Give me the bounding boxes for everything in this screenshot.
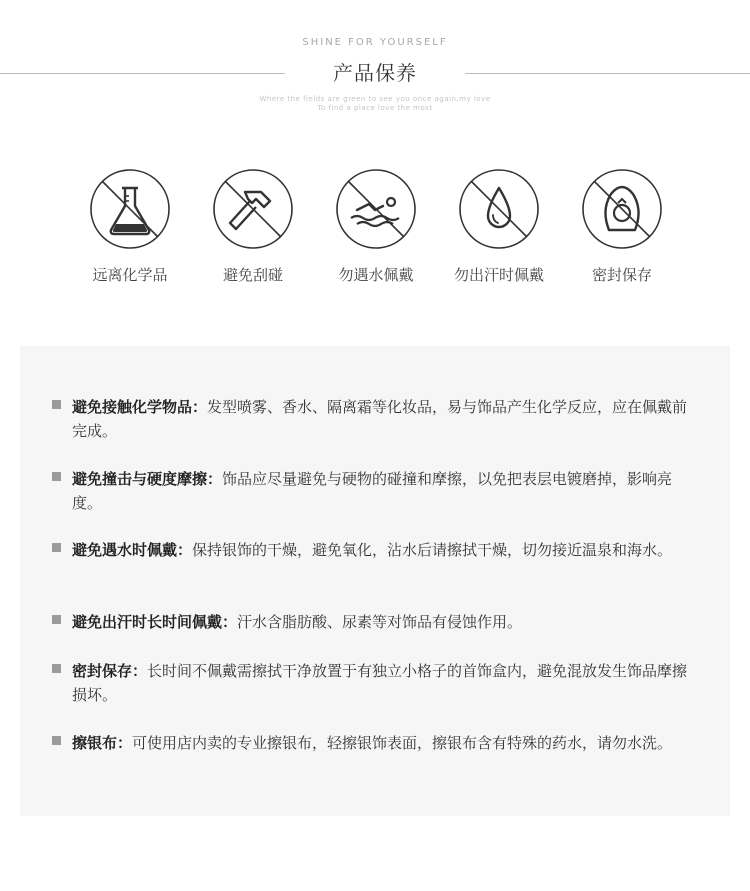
swimmer-icon (335, 168, 417, 250)
bullet-square (52, 664, 61, 673)
icon-label: 密封保存 (591, 266, 652, 284)
note-body: 保持银饰的干燥，避免氧化，沾水后请擦拭干燥，切勿接近温泉和海水。 (192, 541, 673, 559)
icon-label: 避免刮碰 (222, 266, 283, 284)
care-note (52, 731, 692, 755)
note-body: 汗水含脂肪酸、尿素等对饰品有侵蚀作用。 (237, 613, 523, 631)
hammer-icon (212, 168, 294, 250)
note-heading: 密封保存： (72, 662, 148, 680)
note-body: 长时间不佩戴需擦拭干净放置于有独立小格子的首饰盒内，避免混放发生饰品摩擦损坏。 (72, 662, 688, 704)
note-heading: 避免遇水时佩戴： (72, 541, 193, 559)
care-item-scratch (193, 168, 313, 285)
care-note (52, 610, 692, 634)
note-body: 发型喷雾、香水、隔离霜等化妆品，易与饰品产生化学反应，应在佩戴前完成。 (72, 398, 688, 440)
care-note (52, 659, 692, 707)
header-subtext-line2: To find a place love the most (317, 104, 433, 112)
care-note (52, 467, 692, 515)
section-title: 产品保养 (333, 61, 417, 85)
care-item-water (316, 168, 436, 285)
bullet-square (52, 736, 61, 745)
header-subtext-line1: Where the fields are green to see you once again,my love (259, 95, 491, 103)
icon-label: 远离化学品 (92, 266, 168, 284)
care-item-storage (562, 168, 682, 285)
care-item-sweat (439, 168, 559, 285)
flask-icon (89, 168, 171, 250)
bullet-square (52, 543, 61, 552)
note-heading: 避免接触化学物品： (72, 398, 208, 416)
note-body: 饰品应尽量避免与硬物的碰撞和摩擦，以免把表层电镀磨掉，影响亮度。 (72, 470, 673, 512)
care-instructions-panel (20, 346, 730, 816)
header-tagline: SHINE FOR YOURSELF (302, 37, 448, 48)
bullet-square (52, 400, 61, 409)
note-heading: 避免出汗时长时间佩戴： (72, 613, 238, 631)
note-heading: 避免撞击与硬度摩擦： (72, 470, 223, 488)
care-note (52, 395, 692, 443)
section-header (0, 0, 750, 130)
ring-box-icon (581, 168, 663, 250)
care-item-chemicals (70, 168, 190, 285)
note-heading: 擦银布： (72, 734, 133, 752)
icon-label: 勿出汗时佩戴 (453, 266, 544, 284)
sweat-drop-icon (458, 168, 540, 250)
bullet-square (52, 472, 61, 481)
icon-label: 勿遇水佩戴 (338, 266, 414, 284)
note-body: 可使用店内卖的专业擦银布，轻擦银饰表面，擦银布含有特殊的药水，请勿水洗。 (132, 734, 673, 752)
bullet-square (52, 615, 61, 624)
care-note (52, 538, 692, 562)
care-icons-row (0, 168, 750, 298)
